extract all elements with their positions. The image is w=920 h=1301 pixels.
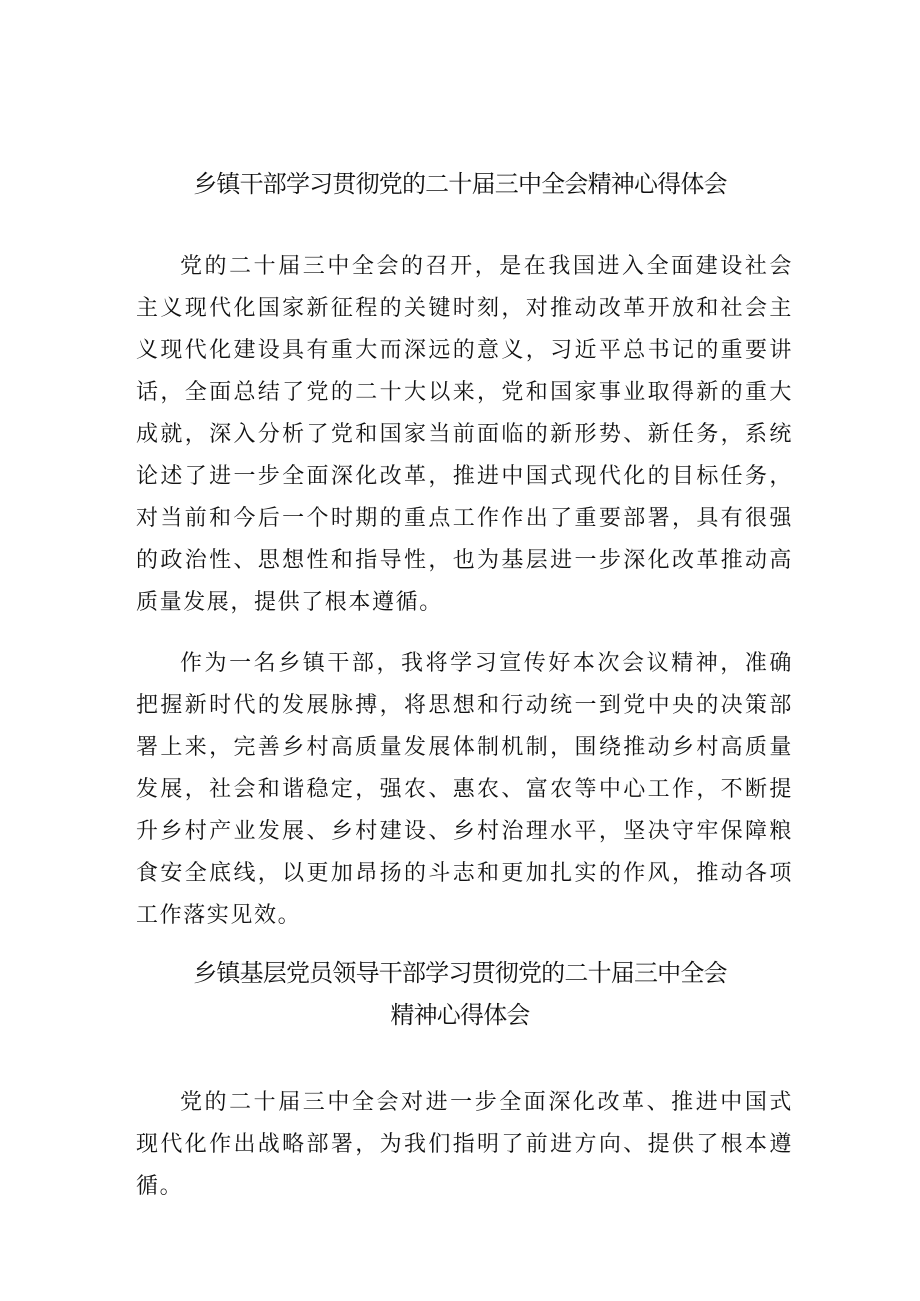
section-1-paragraph-1: 党的二十届三中全会的召开，是在我国进入全面建设社会主义现代化国家新征程的关键时刻，对推动改革开放和社会主义现代化建设具有重大而深远的意义，习近平总书记的重要讲话，全面总结了党的二十大以来，党和国家事业取得新的重大成就，深入分析了党和国家当前面临的新形势、新任务，系统论述了进一步全面深化改革，推进中国式现代化的目标任务，对当前和今后一个时期的重点工作作出了重要部署，具有很强的政治性、思想性和指导性，也为基层进一步深化改革推动高质量发展，提供了根本遵循。 (136, 254, 793, 615)
section-2-title-line-2: 精神心得体会 (390, 1001, 530, 1029)
section-2-paragraph-1: 党的二十届三中全会对进一步全面深化改革、推进中国式现代化作出战略部署，为我们指明了前进方向、提供了根本遵循。 (136, 1090, 793, 1199)
section-2-title (120, 952, 800, 1036)
section-1-title: 乡镇干部学习贯彻党的二十届三中全会精神心得体会 (193, 170, 727, 198)
section-1-paragraph-2: 作为一名乡镇干部，我将学习宣传好本次会议精神，准确把握新时代的发展脉搏，将思想和行动统一到党中央的决策部署上来，完善乡村高质量发展体制机制，围绕推动乡村高质量发展，社会和谐稳定，强农、惠农、富农等中心工作，不断提升乡村产业发展、乡村建设、乡村治理水平，坚决守牢保障粮食安全底线，以更加昂扬的斗志和更加扎实的作风，推动各项工作落实见效。 (136, 651, 793, 928)
section-2-title-line-1: 乡镇基层党员领导干部学习贯彻党的二十届三中全会 (193, 959, 727, 987)
